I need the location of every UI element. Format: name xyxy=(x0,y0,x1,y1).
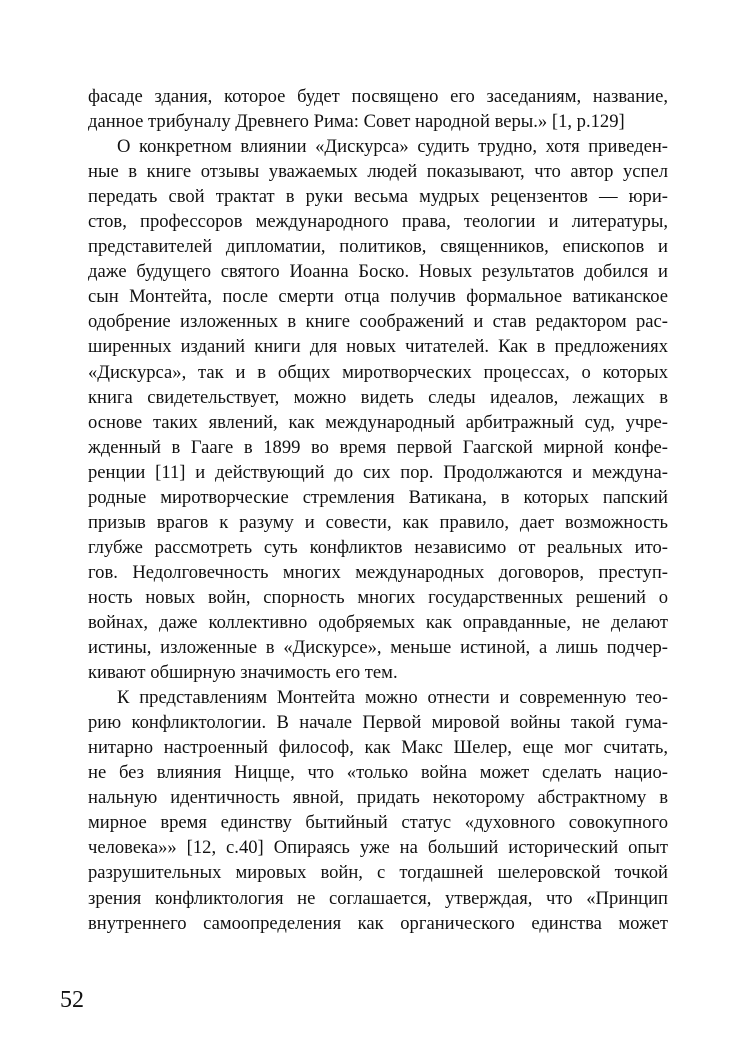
text-line: сын Монтейта, после смерти отца получив формальное ватиканское xyxy=(88,286,668,308)
text-line: кивают обширную значимость его тем. xyxy=(88,662,398,684)
text-line: внутреннего самоопределения как органического единства может xyxy=(88,912,668,934)
text-line: нитарно настроенный философ, как Макс Шелер, еще мог считать, xyxy=(88,737,668,759)
text-line: ные в книге отзывы уважаемых людей показывают, что автор успел xyxy=(88,161,668,183)
text-line: жденный в Гааге в 1899 во время первой Гаагской мирной конфе- xyxy=(88,436,668,458)
text-line: призыв врагов к разуму и совести, как правило, дает возможность xyxy=(88,511,668,533)
text-line: передать свой трактат в руки весьма мудрых рецензентов — юри- xyxy=(88,186,668,208)
text-line: родные миротворческие стремления Ватикана, в которых папский xyxy=(88,486,668,508)
paragraph-first-line: К представлениям Монтейта можно отнести и современную тео- xyxy=(117,687,668,709)
text-line: стов, профессоров международного права, теологии и литературы, xyxy=(88,211,668,233)
text-line: книга свидетельствует, можно видеть следы идеалов, лежащих в xyxy=(88,386,668,408)
text-line: данное трибуналу Древнего Рима: Совет народной веры.» [1, p.129] xyxy=(88,111,625,133)
text-line: зрения конфликтология не соглашается, утверждая, что «Принцип xyxy=(88,887,668,909)
text-line: не без влияния Ницще, что «только война может сделать нацио- xyxy=(88,762,668,784)
text-line: одобрение изложенных в книге соображений и став редактором рас- xyxy=(88,311,668,333)
text-line: фасаде здания, которое будет посвящено его заседаниям, название, xyxy=(88,86,668,107)
paragraph-first-line: О конкретном влиянии «Дискурса» судить трудно, хотя приведен- xyxy=(117,136,668,158)
text-line: глубже рассмотреть суть конфликтов независимо от реальных ито- xyxy=(88,536,668,558)
text-line: ность новых войн, спорность многих государственных решений о xyxy=(88,586,668,608)
page-body-text xyxy=(88,84,668,936)
text-line: истины, изложенные в «Дискурсе», меньше истиной, а лишь подчер- xyxy=(88,637,668,659)
text-line: «Дискурса», так и в общих миротворческих процессах, о которых xyxy=(88,361,668,383)
text-line: рию конфликтологии. В начале Первой мировой войны такой гума- xyxy=(88,712,668,734)
text-line: представителей дипломатии, политиков, священников, епископов и xyxy=(88,236,668,258)
text-line: войнах, даже коллективно одобряемых как оправданные, не делают xyxy=(88,611,668,633)
text-line: разрушительных мировых войн, с тогдашней шелеровской точкой xyxy=(88,862,668,884)
text-line: нальную идентичность явной, придать некоторому абстрактному в xyxy=(88,787,668,809)
page-number: 52 xyxy=(60,987,84,1013)
text-line: ренции [11] и действующий до сих пор. Продолжаются и междуна- xyxy=(88,461,668,483)
text-line: человека»» [12, c.40] Опираясь уже на больший исторический опыт xyxy=(88,837,668,859)
text-line: ширенных изданий книги для новых читателей. Как в предложениях xyxy=(88,336,668,358)
text-line: основе таких явлений, как международный арбитражный суд, учре- xyxy=(88,411,668,433)
text-line: гов. Недолговечность многих международных договоров, преступ- xyxy=(88,561,668,583)
text-line: мирное время единству бытийный статус «духовного совокупного xyxy=(88,812,668,834)
text-line: даже будущего святого Иоанна Боско. Новых результатов добился и xyxy=(88,261,668,283)
